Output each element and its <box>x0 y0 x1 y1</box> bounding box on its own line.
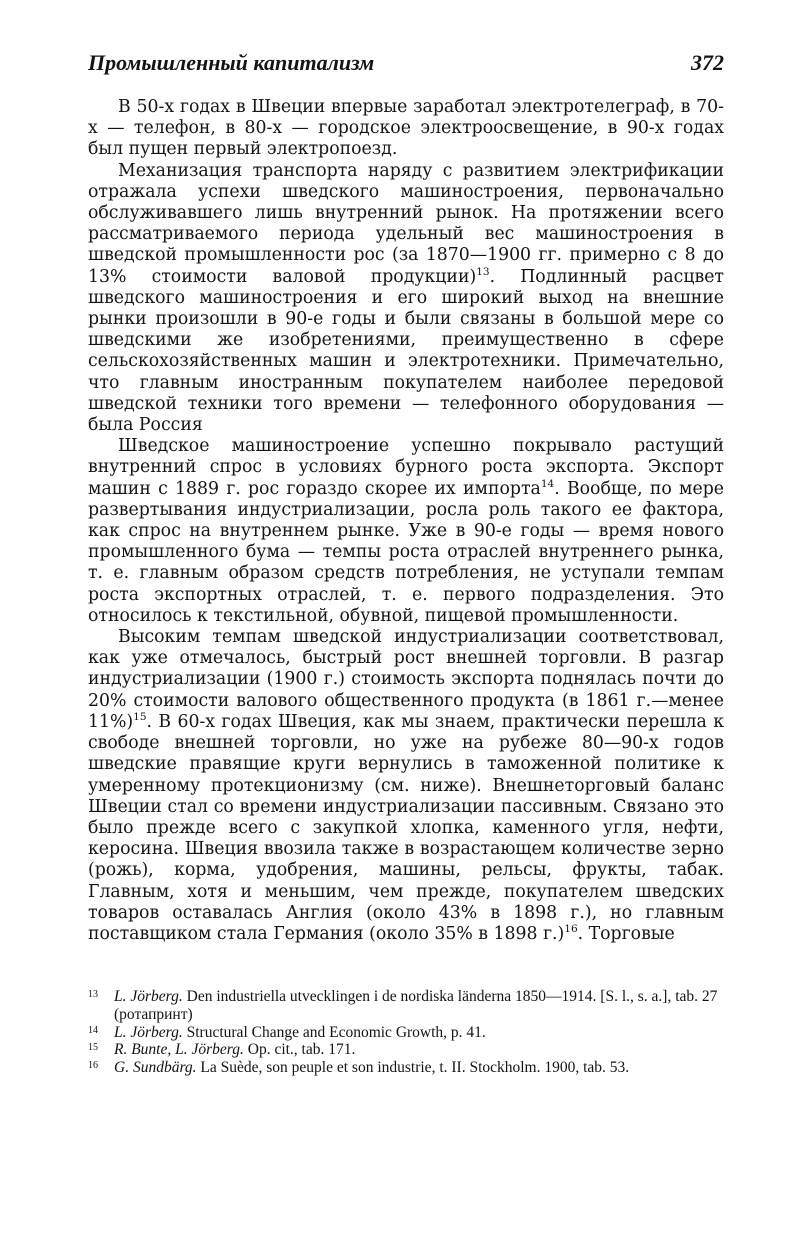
paragraph-text: В 50-х годах в Швеции впервые заработал электротелеграф, в 70-х — телефон, в 80-х — городское электроосвещение, в 90-х годах был пущен первый электропоезд. <box>88 97 724 160</box>
running-head <box>88 50 724 80</box>
paragraph-text: Механизация транспорта наряду с развитием электрификации отражала успехи шведского машиностроения, первоначально обслуживавшего лишь внутренний рынок. На протяжении всего рассматриваемого периода удельный вес машиностроения в шведской промышленности рос (за 1870—1900 гг. примерно с 8 до 13% стоимости валовой продукции) <box>88 160 724 287</box>
footnote-number: 14 <box>88 1024 98 1036</box>
main-text <box>88 97 724 945</box>
footnote-number: 13 <box>88 989 98 1000</box>
footnote <box>88 1059 724 1077</box>
footnote-ref: 15 <box>133 710 147 723</box>
footnote <box>88 1041 724 1059</box>
footnote-author: G. Sundbärg. <box>114 1059 197 1077</box>
running-title: Промышленный капитализм <box>88 50 375 75</box>
footnote-ref: 13 <box>476 265 490 278</box>
paragraph-text: Высоким темпам шведской индустриализации соответствовал, как уже отмечалось, быстрый рост внешней торговли. В разгар индустриализации (1900 г.) стоимость экспорта поднялась почти до 20% стоимости валового общественного продукта (в 1861 г.—менее 11%) <box>88 627 724 732</box>
footnote-author: L. Jörberg. <box>114 988 183 1005</box>
paragraph-text: . Вообще, по мере развертывания индустриализации, росла роль такого ее фактора, как спрос на внутреннем рынке. Уже в 90-е годы — время нового промышленного бума — темпы роста отраслей внутреннего рынка, т. е. главным образом средств потребления, не уступали темпам роста экспортных отраслей, т. е. первого подразделения. Это относилось к текстильной, обувной, пищевой промышленности. <box>88 478 724 626</box>
footnote-ref: 14 <box>540 477 555 490</box>
paragraph-text: Шведское машиностроение успешно покрывало растущий внутренний спрос в условиях бурного роста экспорта. Экспорт машин с 1889 г. рос гораздо скорее их импорта <box>88 436 724 499</box>
page-number: 372 <box>691 50 724 75</box>
footnote-author: R. Bunte, L. Jörberg. <box>114 1041 244 1059</box>
footnote <box>88 988 724 1024</box>
footnotes <box>88 988 724 1077</box>
footnote-text: Structural Change and Economic Growth, p. 41. <box>182 1023 486 1041</box>
footnote-text: Den industriella utvecklingen i de nordiska länderna 1850—1914. [S. l., s. a.], tab. 27 (ротапринт) <box>114 988 718 1023</box>
paragraph <box>88 161 724 437</box>
footnote <box>88 1024 724 1042</box>
footnote-number: 15 <box>88 1042 98 1054</box>
paragraph-text: . Подлинный расцвет шведского машиностроения и его широкий выход на внешние рынки произошли в 90-е годы и были связаны в большой мере со шведскими же изобретениями, преимущественно в сфере сельскохозяйственных машин и электротехники. Примечательно, что главным иностранным покупателем наиболее передовой шведской техники того времени — телефонного оборудования — была Россия <box>88 266 724 436</box>
paragraph <box>88 436 724 627</box>
footnote-author: L. Jörberg. <box>114 1023 183 1041</box>
paragraph <box>88 97 724 161</box>
footnote-text: Op. cit., tab. 171. <box>243 1041 356 1059</box>
footnote-number: 16 <box>88 1060 98 1072</box>
paragraph-text: . В 60-х годах Швеция, как мы знаем, практически перешла к свободе внешней торговли, но уже на рубеже 80—90-х годов шведские правящие круги вернулись в таможенной политике к умеренному протекционизму (см. ниже). Внешнеторговый баланс Швеции стал со времени индустриализации пассивным. Связано это было прежде всего с закупкой хлопка, каменного угля, нефти, керосина. Швеция ввозила также в возрастающем количестве зерно (рожь), корма, удобрения, машины, рельсы, фрукты, табак. Главным, хотя и меньшим, чем прежде, покупателем шведских товаров оставалась Англия (около 43% в 1898 г.), но главным поставщиком стала Германия (около 35% в 1898 г.) <box>88 711 724 944</box>
footnote-ref: 16 <box>564 922 578 935</box>
paragraph <box>88 627 724 945</box>
footnote-text: La Suède, son peuple et son industrie, t. II. Stockholm. 1900, tab. 53. <box>196 1059 630 1077</box>
paragraph-text: . Торговые <box>577 923 675 944</box>
